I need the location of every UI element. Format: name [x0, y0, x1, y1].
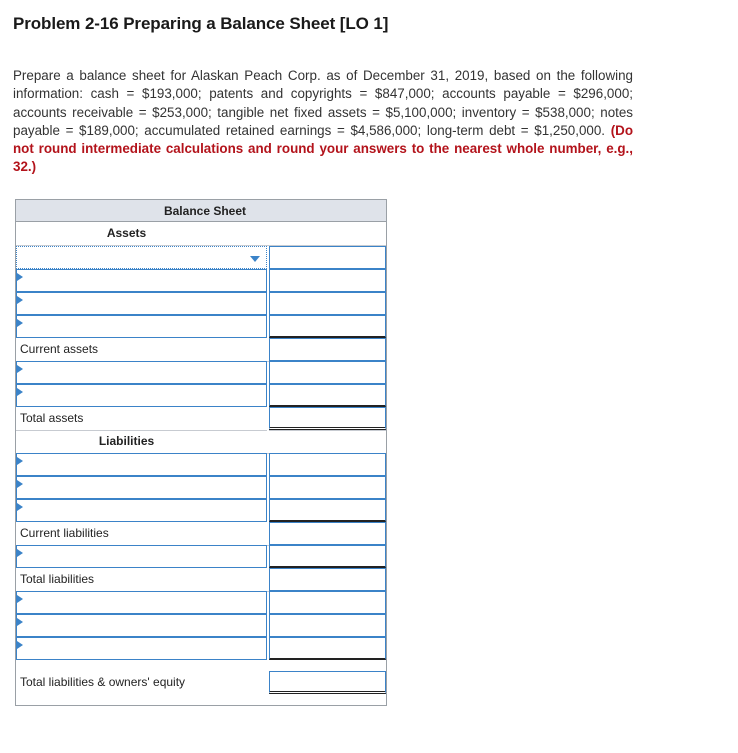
total-liab-equity-input[interactable]: [269, 671, 386, 694]
total-liabilities-row: [16, 568, 386, 592]
triangle-right-icon: [17, 480, 23, 488]
equity-amount-input-3[interactable]: [269, 637, 386, 660]
liabilities-heading: Liabilities: [98, 434, 155, 448]
asset-row-1: [16, 246, 386, 269]
triangle-right-icon: [17, 296, 23, 304]
balance-sheet-header: Balance Sheet: [16, 200, 386, 222]
triangle-right-icon: [17, 319, 23, 327]
liability-account-input-2[interactable]: [16, 476, 267, 499]
problem-instruction: (Do not round intermediate calculations and round your answers to the nearest whole number, e.g., 32.): [13, 122, 633, 175]
triangle-right-icon: [17, 549, 23, 557]
triangle-right-icon: [17, 273, 23, 281]
asset-amount-input-2[interactable]: [269, 269, 386, 292]
triangle-right-icon: [17, 365, 23, 373]
current-assets-input[interactable]: [269, 338, 386, 361]
problem-text: Prepare a balance sheet for Alaskan Peach Corp. as of December 31, 2019, based on the following information: cash = $193,000; patents and copyrights = $847,000; accounts payable = $296,000; accounts receivable = $253,000; tangible net fixed assets = $5,100,000; inventory = $538,000; notes payable = $189,000; accumulated retained earnings = $4,586,000; long-term debt = $1,250,000.: [13, 68, 633, 138]
assets-heading-row: [16, 222, 386, 246]
triangle-right-icon: [17, 641, 23, 649]
current-assets-row: [16, 338, 386, 362]
asset-amount-input-1[interactable]: [269, 246, 386, 269]
equity-account-input-1[interactable]: [16, 591, 267, 614]
equity-account-input-3[interactable]: [16, 637, 267, 660]
asset-account-input-4[interactable]: [16, 315, 267, 338]
caret-down-icon[interactable]: [250, 256, 260, 262]
liability-amount-input-4[interactable]: [269, 545, 386, 568]
equity-row-1: [16, 591, 386, 614]
liability-row-2: [16, 476, 386, 499]
liability-amount-input-1[interactable]: [269, 453, 386, 476]
total-assets-label: Total assets: [20, 411, 84, 425]
total-liabilities-label: Total liabilities: [20, 572, 95, 586]
total-assets-input[interactable]: [269, 407, 386, 430]
current-liabilities-label: Current liabilities: [20, 526, 109, 540]
equity-amount-input-2[interactable]: [269, 614, 386, 637]
liabilities-heading-row: [16, 430, 386, 454]
asset-account-input-5[interactable]: [16, 361, 267, 384]
asset-account-input-2[interactable]: [16, 269, 267, 292]
equity-row-3: [16, 637, 386, 660]
asset-amount-input-6[interactable]: [269, 384, 386, 407]
liability-amount-input-3[interactable]: [269, 499, 386, 522]
asset-row-6: [16, 384, 386, 407]
liability-account-input-1[interactable]: [16, 453, 267, 476]
problem-title: Problem 2-16 Preparing a Balance Sheet [LO 1]: [13, 14, 389, 33]
asset-account-input-3[interactable]: [16, 292, 267, 315]
asset-amount-input-3[interactable]: [269, 292, 386, 315]
asset-row-3: [16, 292, 386, 315]
current-liabilities-input[interactable]: [269, 522, 386, 545]
equity-account-input-2[interactable]: [16, 614, 267, 637]
current-assets-label: Current assets: [20, 342, 99, 356]
total-assets-row: [16, 407, 386, 431]
liability-row-3: [16, 499, 386, 522]
liability-row-4: [16, 545, 386, 568]
balance-sheet: [15, 199, 387, 706]
total-liab-equity-row: [16, 660, 386, 705]
triangle-right-icon: [17, 595, 23, 603]
total-liab-equity-label: Total liabilities & owners' equity: [20, 675, 186, 689]
problem-statement: [13, 67, 633, 177]
triangle-right-icon: [17, 388, 23, 396]
total-liabilities-input[interactable]: [269, 568, 386, 591]
equity-amount-input-1[interactable]: [269, 591, 386, 614]
asset-account-dropdown-1[interactable]: [16, 246, 267, 269]
triangle-right-icon: [17, 503, 23, 511]
asset-row-4: [16, 315, 386, 338]
triangle-right-icon: [17, 618, 23, 626]
assets-heading: Assets: [106, 226, 147, 240]
asset-account-input-6[interactable]: [16, 384, 267, 407]
triangle-right-icon: [17, 457, 23, 465]
liability-account-input-4[interactable]: [16, 545, 267, 568]
liability-account-input-3[interactable]: [16, 499, 267, 522]
asset-amount-input-5[interactable]: [269, 361, 386, 384]
asset-row-5: [16, 361, 386, 384]
asset-amount-input-4[interactable]: [269, 315, 386, 338]
asset-row-2: [16, 269, 386, 292]
equity-row-2: [16, 614, 386, 637]
current-liabilities-row: [16, 522, 386, 546]
liability-row-1: [16, 453, 386, 476]
liability-amount-input-2[interactable]: [269, 476, 386, 499]
